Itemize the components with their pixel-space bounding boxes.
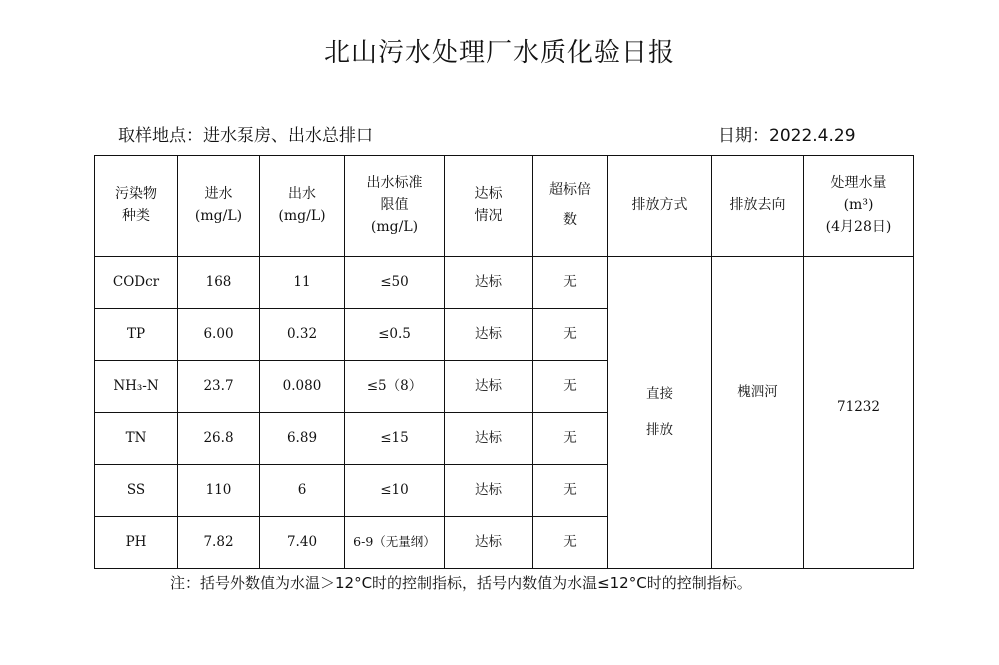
cell-effluent: 6.89 <box>260 413 345 465</box>
cell-influent: 168 <box>178 257 260 309</box>
header-discharge-method: 排放方式 <box>608 156 712 257</box>
cell-pollutant: SS <box>95 465 178 517</box>
cell-effluent: 7.40 <box>260 517 345 569</box>
table-header-row <box>95 156 914 257</box>
cell-volume: 71232 <box>804 257 914 569</box>
cell-pollutant: TP <box>95 309 178 361</box>
cell-effluent: 11 <box>260 257 345 309</box>
cell-effluent: 0.080 <box>260 361 345 413</box>
cell-compliance: 达标 <box>445 465 533 517</box>
cell-compliance: 达标 <box>445 309 533 361</box>
cell-exceed: 无 <box>533 465 608 517</box>
cell-influent: 7.82 <box>178 517 260 569</box>
header-pollutant: 污染物 种类 <box>95 156 178 257</box>
cell-pollutant: CODcr <box>95 257 178 309</box>
cell-discharge-method: 直接 排放 <box>608 257 712 569</box>
header-influent: 进水 (mg/L) <box>178 156 260 257</box>
report-date: 日期：2022.4.29 <box>718 126 856 146</box>
header-compliance: 达标 情况 <box>445 156 533 257</box>
cell-compliance: 达标 <box>445 257 533 309</box>
cell-influent: 6.00 <box>178 309 260 361</box>
cell-compliance: 达标 <box>445 517 533 569</box>
cell-limit: ≤15 <box>345 413 445 465</box>
cell-compliance: 达标 <box>445 413 533 465</box>
water-quality-table <box>94 155 914 569</box>
cell-influent: 26.8 <box>178 413 260 465</box>
cell-pollutant: PH <box>95 517 178 569</box>
cell-exceed: 无 <box>533 361 608 413</box>
cell-influent: 110 <box>178 465 260 517</box>
cell-limit: ≤0.5 <box>345 309 445 361</box>
header-exceed: 超标倍 数 <box>533 156 608 257</box>
cell-effluent: 6 <box>260 465 345 517</box>
cell-limit: ≤5（8） <box>345 361 445 413</box>
header-volume: 处理水量 (m³) (4月28日) <box>804 156 914 257</box>
cell-limit: ≤10 <box>345 465 445 517</box>
cell-limit: ≤50 <box>345 257 445 309</box>
report-title: 北山污水处理厂水质化验日报 <box>323 38 675 68</box>
header-discharge-destination: 排放去向 <box>712 156 804 257</box>
header-effluent: 出水 (mg/L) <box>260 156 345 257</box>
cell-effluent: 0.32 <box>260 309 345 361</box>
cell-pollutant: TN <box>95 413 178 465</box>
table-row <box>95 257 914 309</box>
cell-limit: 6-9（无量纲） <box>345 517 445 569</box>
footnote: 注：括号外数值为水温＞12°C时的控制指标，括号内数值为水温≤12°C时的控制指标。 <box>170 574 752 592</box>
cell-influent: 23.7 <box>178 361 260 413</box>
cell-exceed: 无 <box>533 517 608 569</box>
cell-exceed: 无 <box>533 309 608 361</box>
cell-pollutant: NH₃-N <box>95 361 178 413</box>
sampling-location: 取样地点：进水泵房、出水总排口 <box>118 126 373 146</box>
header-limit: 出水标准 限值 (mg/L) <box>345 156 445 257</box>
cell-discharge-destination: 槐泗河 <box>712 257 804 569</box>
cell-compliance: 达标 <box>445 361 533 413</box>
cell-exceed: 无 <box>533 257 608 309</box>
cell-exceed: 无 <box>533 413 608 465</box>
